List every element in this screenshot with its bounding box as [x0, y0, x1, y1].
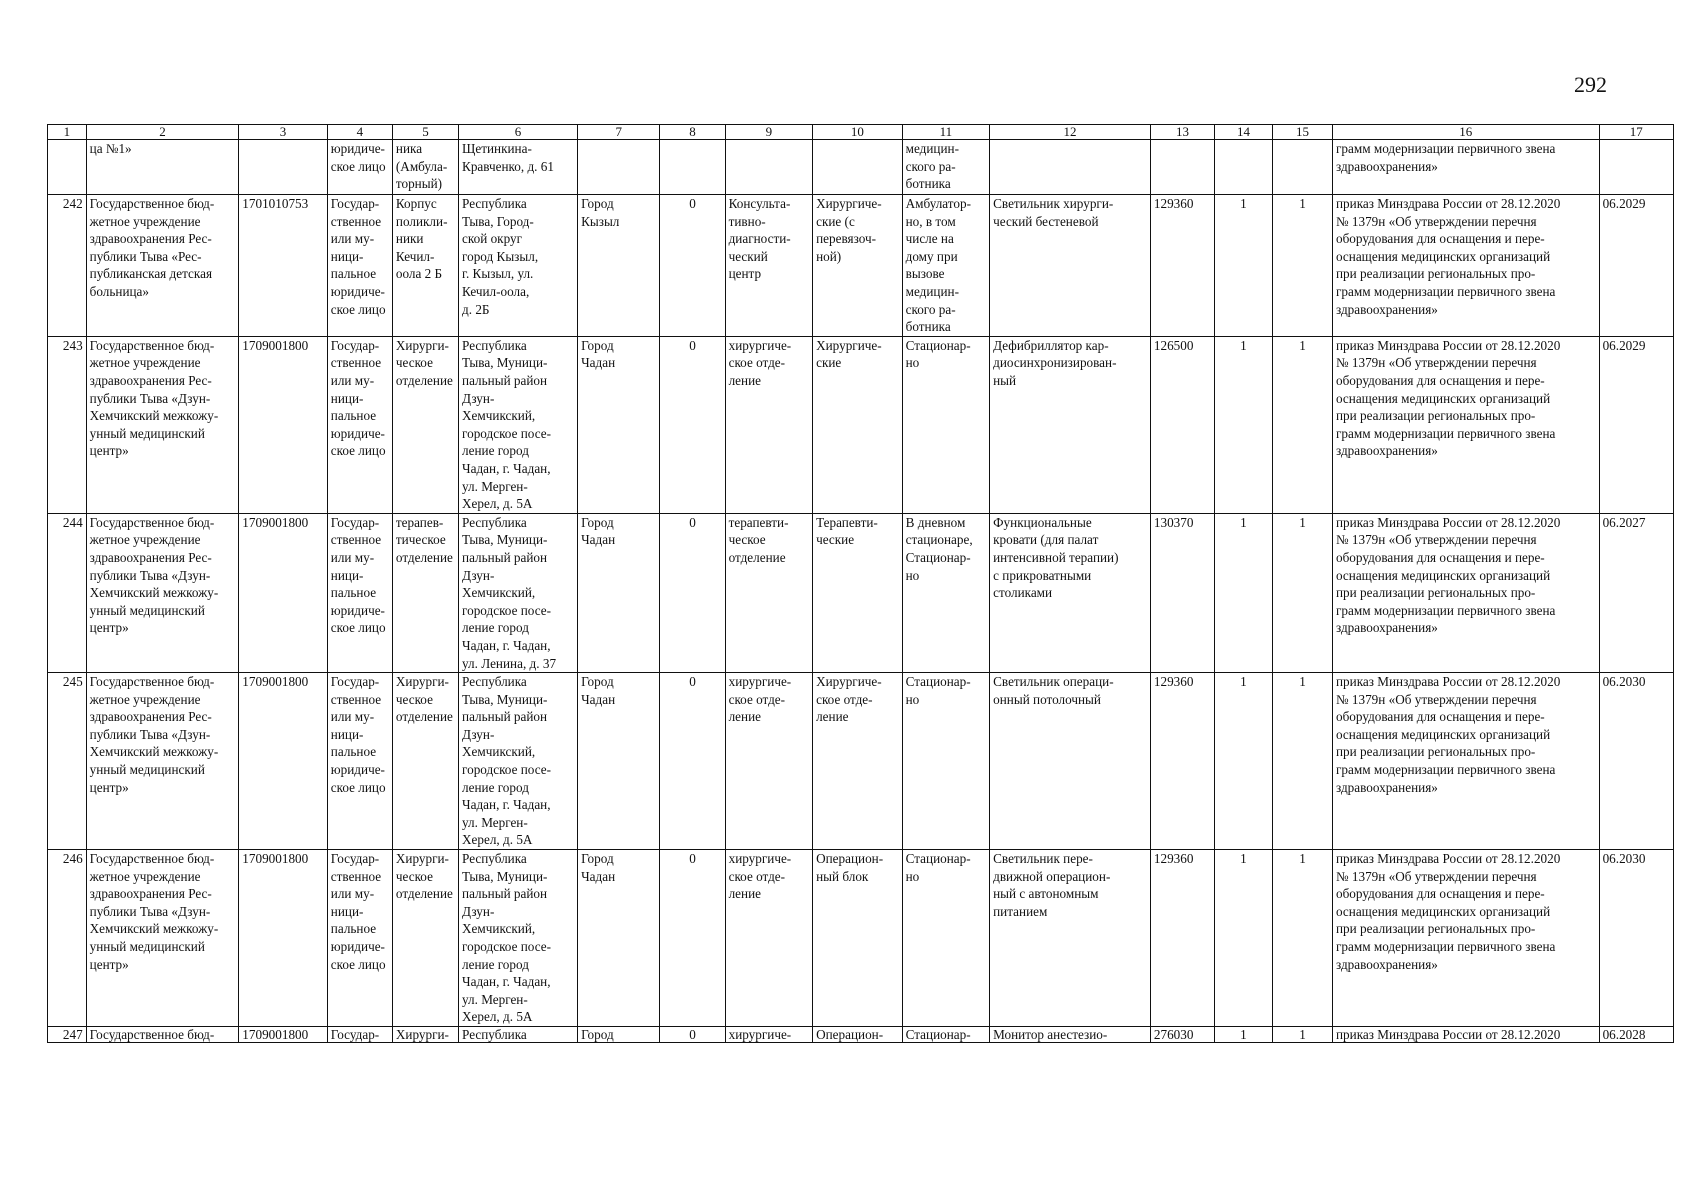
table-cell-col-12: Светильник хирурги- ческий бестеневой — [990, 195, 1151, 337]
column-header-15: 15 — [1272, 125, 1332, 140]
table-cell-col-13: 129360 — [1150, 673, 1214, 850]
table-cell-col-9: терапевти- ческое отделение — [725, 513, 813, 672]
table-cell-col-7: Город Чадан — [578, 336, 660, 513]
table-cell-col-3: 1709001800 — [239, 336, 328, 513]
table-cell-col-11: медицин- ского ра- ботника — [902, 140, 990, 195]
table-cell-col-16: грамм модернизации первичного звена здравоохранения» — [1333, 140, 1600, 195]
table-cell-col-15: 1 — [1272, 1027, 1332, 1043]
table-cell-col-17: 06.2029 — [1599, 336, 1673, 513]
table-cell-col-2: Государственное бюд- жетное учреждение здравоохранения Рес- публики Тыва «Дзун- Хемчикский межкожу- унный медицинский центр» — [86, 513, 239, 672]
table-cell-col-6: Республика Тыва, Муници- пальный район Дзун- Хемчикский, городское посе- ление город Чадан, г. Чадан, ул. Ленина, д. 37 — [459, 513, 578, 672]
table-cell-col-5: Хирурги- — [392, 1027, 458, 1043]
table-cell-col-12 — [990, 140, 1151, 195]
table-cell-col-2: Государственное бюд- жетное учреждение здравоохранения Рес- публики Тыва «Дзун- Хемчикский межкожу- унный медицинский центр» — [86, 336, 239, 513]
table-cell-col-8: 0 — [660, 850, 725, 1027]
table-cell-col-6: Щетинкина- Кравченко, д. 61 — [459, 140, 578, 195]
table-cell-col-3: 1709001800 — [239, 673, 328, 850]
table-cell-col-2: Государственное бюд- жетное учреждение здравоохранения Рес- публики Тыва «Дзун- Хемчикский межкожу- унный медицинский центр» — [86, 673, 239, 850]
table-cell-col-3: 1701010753 — [239, 195, 328, 337]
table-cell-col-14: 1 — [1214, 673, 1272, 850]
table-cell-col-12: Дефибриллятор кар- диосинхронизирован- ный — [990, 336, 1151, 513]
table-cell-col-12: Светильник операци- онный потолочный — [990, 673, 1151, 850]
table-cell-col-6: Республика Тыва, Муници- пальный район Дзун- Хемчикский, городское посе- ление город Чадан, г. Чадан, ул. Мерген- Херел, д. 5А — [459, 850, 578, 1027]
table-cell-col-7: Город Чадан — [578, 513, 660, 672]
table-cell-col-1 — [48, 140, 87, 195]
column-header-1: 1 — [48, 125, 87, 140]
table-row — [48, 850, 1674, 1027]
table-cell-col-11: Стационар- — [902, 1027, 990, 1043]
table-cell-col-10: Терапевти- ческие — [813, 513, 903, 672]
table-cell-col-12: Монитор анестезио- — [990, 1027, 1151, 1043]
table-cell-col-15: 1 — [1272, 673, 1332, 850]
table-cell-col-9: хирургиче- ское отде- ление — [725, 850, 813, 1027]
table-cell-col-6: Республика — [459, 1027, 578, 1043]
table-cell-col-10: Хирургиче- ское отде- ление — [813, 673, 903, 850]
column-header-4: 4 — [327, 125, 392, 140]
table-cell-col-1: 247 — [48, 1027, 87, 1043]
table-cell-col-1: 246 — [48, 850, 87, 1027]
column-header-16: 16 — [1333, 125, 1600, 140]
table-row — [48, 513, 1674, 672]
table-cell-col-4: юридиче- ское лицо — [327, 140, 392, 195]
table-cell-col-9: хирургиче- ское отде- ление — [725, 336, 813, 513]
table-cell-col-4: Государ- ственное или му- ници- пальное юридиче- ское лицо — [327, 850, 392, 1027]
table-row — [48, 195, 1674, 337]
table-cell-col-3: 1709001800 — [239, 850, 328, 1027]
column-header-10: 10 — [813, 125, 903, 140]
column-header-14: 14 — [1214, 125, 1272, 140]
table-cell-col-16: приказ Минздрава России от 28.12.2020 № 1379н «Об утверждении перечня оборудования для оснащения и пере- оснащения медицинских организаций при реализации региональных про- грамм модернизации первичного звена здравоохранения» — [1333, 195, 1600, 337]
table-cell-col-14: 1 — [1214, 336, 1272, 513]
table-cell-col-15: 1 — [1272, 195, 1332, 337]
table-cell-col-5: Хирурги- ческое отделение — [392, 673, 458, 850]
table-cell-col-12: Светильник пере- движной операцион- ный с автономным питанием — [990, 850, 1151, 1027]
table-cell-col-7 — [578, 140, 660, 195]
table-cell-col-4: Государ- — [327, 1027, 392, 1043]
table-cell-col-5: терапев- тическое отделение — [392, 513, 458, 672]
table-cell-col-11: Стационар- но — [902, 336, 990, 513]
table-cell-col-13: 129360 — [1150, 850, 1214, 1027]
table-cell-col-3: 1709001800 — [239, 1027, 328, 1043]
table-body — [48, 125, 1674, 1043]
table-cell-col-14: 1 — [1214, 195, 1272, 337]
table-cell-col-16: приказ Минздрава России от 28.12.2020 — [1333, 1027, 1600, 1043]
table-cell-col-9: хирургиче- — [725, 1027, 813, 1043]
table-cell-col-11: Амбулатор- но, в том числе на дому при вызове медицин- ского ра- ботника — [902, 195, 990, 337]
table-row — [48, 1027, 1674, 1043]
column-header-12: 12 — [990, 125, 1151, 140]
table-cell-col-1: 243 — [48, 336, 87, 513]
column-header-11: 11 — [902, 125, 990, 140]
table-cell-col-16: приказ Минздрава России от 28.12.2020 № 1379н «Об утверждении перечня оборудования для оснащения и пере- оснащения медицинских организаций при реализации региональных про- грамм модернизации первичного звена здравоохранения» — [1333, 513, 1600, 672]
table-cell-col-16: приказ Минздрава России от 28.12.2020 № 1379н «Об утверждении перечня оборудования для оснащения и пере- оснащения медицинских организаций при реализации региональных про- грамм модернизации первичного звена здравоохранения» — [1333, 336, 1600, 513]
table-cell-col-1: 245 — [48, 673, 87, 850]
table-cell-col-5: Корпус поликли- ники Кечил- оола 2 Б — [392, 195, 458, 337]
table-cell-col-11: Стационар- но — [902, 850, 990, 1027]
table-cell-col-5: Хирурги- ческое отделение — [392, 850, 458, 1027]
table-cell-col-7: Город Чадан — [578, 673, 660, 850]
table-cell-col-3: 1709001800 — [239, 513, 328, 672]
table-cell-col-17 — [1599, 140, 1673, 195]
table-row — [48, 673, 1674, 850]
table-cell-col-1: 244 — [48, 513, 87, 672]
table-cell-col-15: 1 — [1272, 850, 1332, 1027]
table-cell-col-9: хирургиче- ское отде- ление — [725, 673, 813, 850]
equipment-table — [47, 124, 1674, 1043]
table-row — [48, 140, 1674, 195]
table-cell-col-14: 1 — [1214, 513, 1272, 672]
table-cell-col-2: Государственное бюд- жетное учреждение здравоохранения Рес- публики Тыва «Рес- публиканская детская больница» — [86, 195, 239, 337]
table-cell-col-13: 276030 — [1150, 1027, 1214, 1043]
table-cell-col-14: 1 — [1214, 850, 1272, 1027]
table-cell-col-10: Хирургиче- ские — [813, 336, 903, 513]
column-header-13: 13 — [1150, 125, 1214, 140]
table-cell-col-15: 1 — [1272, 336, 1332, 513]
table-row — [48, 336, 1674, 513]
table-cell-col-7: Город — [578, 1027, 660, 1043]
table-cell-col-8: 0 — [660, 1027, 725, 1043]
table-cell-col-10 — [813, 140, 903, 195]
table-cell-col-5: Хирурги- ческое отделение — [392, 336, 458, 513]
column-header-7: 7 — [578, 125, 660, 140]
table-cell-col-2: ца №1» — [86, 140, 239, 195]
page-number: 292 — [1574, 72, 1607, 97]
table-cell-col-4: Государ- ственное или му- ници- пальное юридиче- ское лицо — [327, 336, 392, 513]
column-header-5: 5 — [392, 125, 458, 140]
table-cell-col-17: 06.2028 — [1599, 1027, 1673, 1043]
table-cell-col-13: 130370 — [1150, 513, 1214, 672]
table-cell-col-14 — [1214, 140, 1272, 195]
table-cell-col-17: 06.2030 — [1599, 673, 1673, 850]
table-cell-col-2: Государственное бюд- жетное учреждение здравоохранения Рес- публики Тыва «Дзун- Хемчикский межкожу- унный медицинский центр» — [86, 850, 239, 1027]
column-header-17: 17 — [1599, 125, 1673, 140]
table-cell-col-5: ника (Амбула- торный) — [392, 140, 458, 195]
header-row — [48, 125, 1674, 140]
table-cell-col-13 — [1150, 140, 1214, 195]
table-cell-col-6: Республика Тыва, Муници- пальный район Дзун- Хемчикский, городское посе- ление город Чадан, г. Чадан, ул. Мерген- Херел, д. 5А — [459, 336, 578, 513]
table-cell-col-2: Государственное бюд- — [86, 1027, 239, 1043]
table-cell-col-8: 0 — [660, 195, 725, 337]
table-cell-col-7: Город Кызыл — [578, 195, 660, 337]
table-cell-col-8: 0 — [660, 673, 725, 850]
table-cell-col-8: 0 — [660, 513, 725, 672]
table-cell-col-6: Республика Тыва, Город- ской округ город Кызыл, г. Кызыл, ул. Кечил-оола, д. 2Б — [459, 195, 578, 337]
table-cell-col-4: Государ- ственное или му- ници- пальное юридиче- ское лицо — [327, 195, 392, 337]
table-cell-col-15: 1 — [1272, 513, 1332, 672]
table-cell-col-10: Операцион- ный блок — [813, 850, 903, 1027]
column-header-3: 3 — [239, 125, 328, 140]
table-cell-col-9 — [725, 140, 813, 195]
table-cell-col-16: приказ Минздрава России от 28.12.2020 № 1379н «Об утверждении перечня оборудования для оснащения и пере- оснащения медицинских организаций при реализации региональных про- грамм модернизации первичного звена здравоохранения» — [1333, 673, 1600, 850]
table-cell-col-12: Функциональные кровати (для палат интенсивной терапии) с прикроватными столиками — [990, 513, 1151, 672]
table-cell-col-11: В дневном стационаре, Стационар- но — [902, 513, 990, 672]
table-cell-col-4: Государ- ственное или му- ници- пальное юридиче- ское лицо — [327, 513, 392, 672]
table-cell-col-4: Государ- ственное или му- ници- пальное юридиче- ское лицо — [327, 673, 392, 850]
table-cell-col-13: 129360 — [1150, 195, 1214, 337]
table-cell-col-17: 06.2029 — [1599, 195, 1673, 337]
table-cell-col-15 — [1272, 140, 1332, 195]
table-cell-col-6: Республика Тыва, Муници- пальный район Дзун- Хемчикский, городское посе- ление город Чадан, г. Чадан, ул. Мерген- Херел, д. 5А — [459, 673, 578, 850]
table-cell-col-8: 0 — [660, 336, 725, 513]
table-cell-col-8 — [660, 140, 725, 195]
table-cell-col-13: 126500 — [1150, 336, 1214, 513]
table-cell-col-17: 06.2030 — [1599, 850, 1673, 1027]
table-cell-col-1: 242 — [48, 195, 87, 337]
column-header-2: 2 — [86, 125, 239, 140]
column-header-9: 9 — [725, 125, 813, 140]
table-cell-col-10: Операцион- — [813, 1027, 903, 1043]
table-cell-col-7: Город Чадан — [578, 850, 660, 1027]
table-cell-col-3 — [239, 140, 328, 195]
table-cell-col-17: 06.2027 — [1599, 513, 1673, 672]
table-cell-col-14: 1 — [1214, 1027, 1272, 1043]
table-cell-col-9: Консульта- тивно- диагности- ческий центр — [725, 195, 813, 337]
column-header-8: 8 — [660, 125, 725, 140]
table-cell-col-10: Хирургиче- ские (с перевязоч- ной) — [813, 195, 903, 337]
table-cell-col-16: приказ Минздрава России от 28.12.2020 № 1379н «Об утверждении перечня оборудования для оснащения и пере- оснащения медицинских организаций при реализации региональных про- грамм модернизации первичного звена здравоохранения» — [1333, 850, 1600, 1027]
column-header-6: 6 — [459, 125, 578, 140]
table-cell-col-11: Стационар- но — [902, 673, 990, 850]
